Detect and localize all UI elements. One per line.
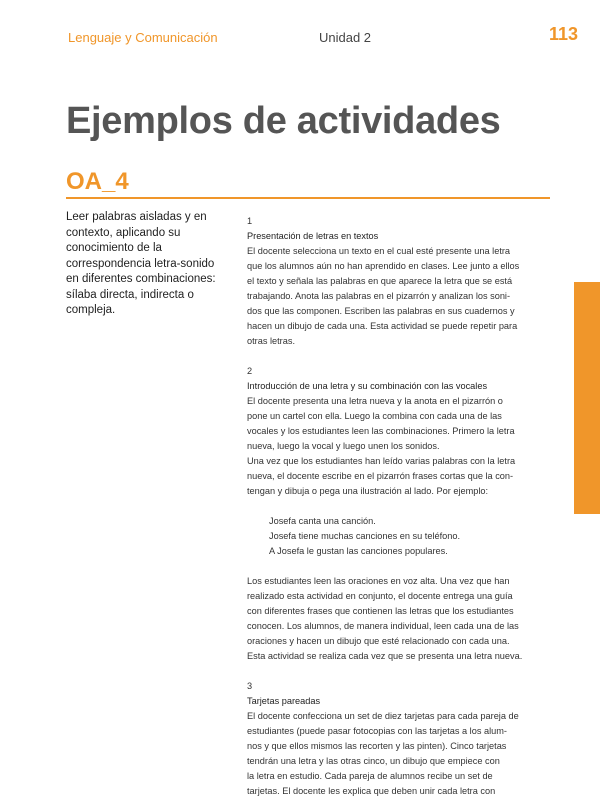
spacer	[247, 664, 553, 679]
activity-line: vocales y los estudiantes leen las combinaciones. Primero la letra	[247, 426, 515, 436]
activity-line: estudiantes (puede pasar fotocopias con las tarjetas a los alum-	[247, 726, 507, 736]
activity-line: El docente selecciona un texto en el cual esté presente una letra	[247, 246, 511, 256]
activity-line: nueva, luego la vocal y luego unen los sonidos.	[247, 441, 440, 451]
activity-line: con diferentes frases que contienen las letras que los estudiantes	[247, 606, 514, 616]
activity-line: Esta actividad se realiza cada vez que se presenta una letra nueva.	[247, 651, 523, 661]
activity-title: Introducción de una letra y su combinación con las vocales	[247, 381, 488, 391]
activity-line: otras letras.	[247, 336, 295, 346]
objective-description: Leer palabras aisladas y en contexto, aplicando su conocimiento de la correspondencia letra-sonido en diferentes combinaciones: sílaba directa, indirecta o compleja.	[66, 211, 216, 316]
activity-line: realizado esta actividad en conjunto, el docente entrega una guía	[247, 591, 513, 601]
activity-line: hacen un dibujo de cada una. Esta actividad se puede repetir para	[247, 321, 518, 331]
spacer	[247, 559, 553, 574]
activity-line: el texto y señala las palabras en que aparece la letra que se está	[247, 276, 513, 286]
example-sentence: Josefa canta una canción.	[269, 516, 376, 526]
activity-line: nueva, el docente escribe en el pizarrón frases cortas que la con-	[247, 471, 514, 481]
example-sentence: A Josefa le gustan las canciones populares.	[269, 546, 448, 556]
activity-line: nos y que ellos mismos las recorten y las pinten). Cinco tarjetas	[247, 741, 507, 751]
page-number: 113	[548, 24, 578, 44]
activity-2	[247, 364, 553, 664]
side-tab-marker	[574, 282, 600, 514]
title-divider	[66, 197, 550, 199]
activity-title: Tarjetas pareadas	[247, 696, 321, 706]
activity-line: la letra en estudio. Cada pareja de alumnos recibe un set de	[247, 771, 493, 781]
activity-title: Presentación de letras en textos	[247, 231, 379, 241]
objective-code: OA_4	[66, 168, 129, 195]
spacer	[247, 349, 553, 364]
activity-number: 2	[247, 366, 253, 376]
activity-line: El docente confecciona un set de diez tarjetas para cada pareja de	[247, 711, 519, 721]
activity-line: conocen. Los alumnos, de manera individual, leen cada una de las	[247, 621, 519, 631]
activity-number: 1	[247, 216, 253, 226]
example-sentence: Josefa tiene muchas canciones en su teléfono.	[269, 531, 461, 541]
activity-line: que los alumnos aún no han aprendido en clases. Lee junto a ellos	[247, 261, 520, 271]
activity-line: dos que las componen. Escriben las palabras en sus cuadernos y	[247, 306, 515, 316]
subject-label: Lenguaje y Comunicación	[68, 30, 218, 45]
page-title: Ejemplos de actividades	[66, 100, 501, 142]
activity-line: tendrán una letra y las otras cinco, un dibujo que empiece con	[247, 756, 500, 766]
activity-line: El docente presenta una letra nueva y la anota en el pizarrón o	[247, 396, 503, 406]
page-header	[68, 24, 580, 54]
activity-line: trabajando. Anota las palabras en el pizarrón y analizan los soni-	[247, 291, 511, 301]
activity-line: Los estudiantes leen las oraciones en voz alta. Una vez que han	[247, 576, 510, 586]
activity-line: Una vez que los estudiantes han leído varias palabras con la letra	[247, 456, 516, 466]
activity-3	[247, 679, 553, 799]
activity-1	[247, 214, 553, 349]
activity-line: oraciones y hacen un dibujo que esté relacionado con cada una.	[247, 636, 510, 646]
activities-column	[247, 214, 553, 799]
activity-line: tarjetas. El docente les explica que deben unir cada letra con	[247, 786, 496, 796]
unit-label: Unidad 2	[319, 30, 372, 45]
activity-number: 3	[247, 681, 253, 691]
activity-line: pone un cartel con ella. Luego la combina con cada una de las	[247, 411, 502, 421]
activity-line: tengan y dibuja o pega una ilustración al lado. Por ejemplo:	[247, 486, 489, 496]
spacer	[247, 499, 553, 514]
